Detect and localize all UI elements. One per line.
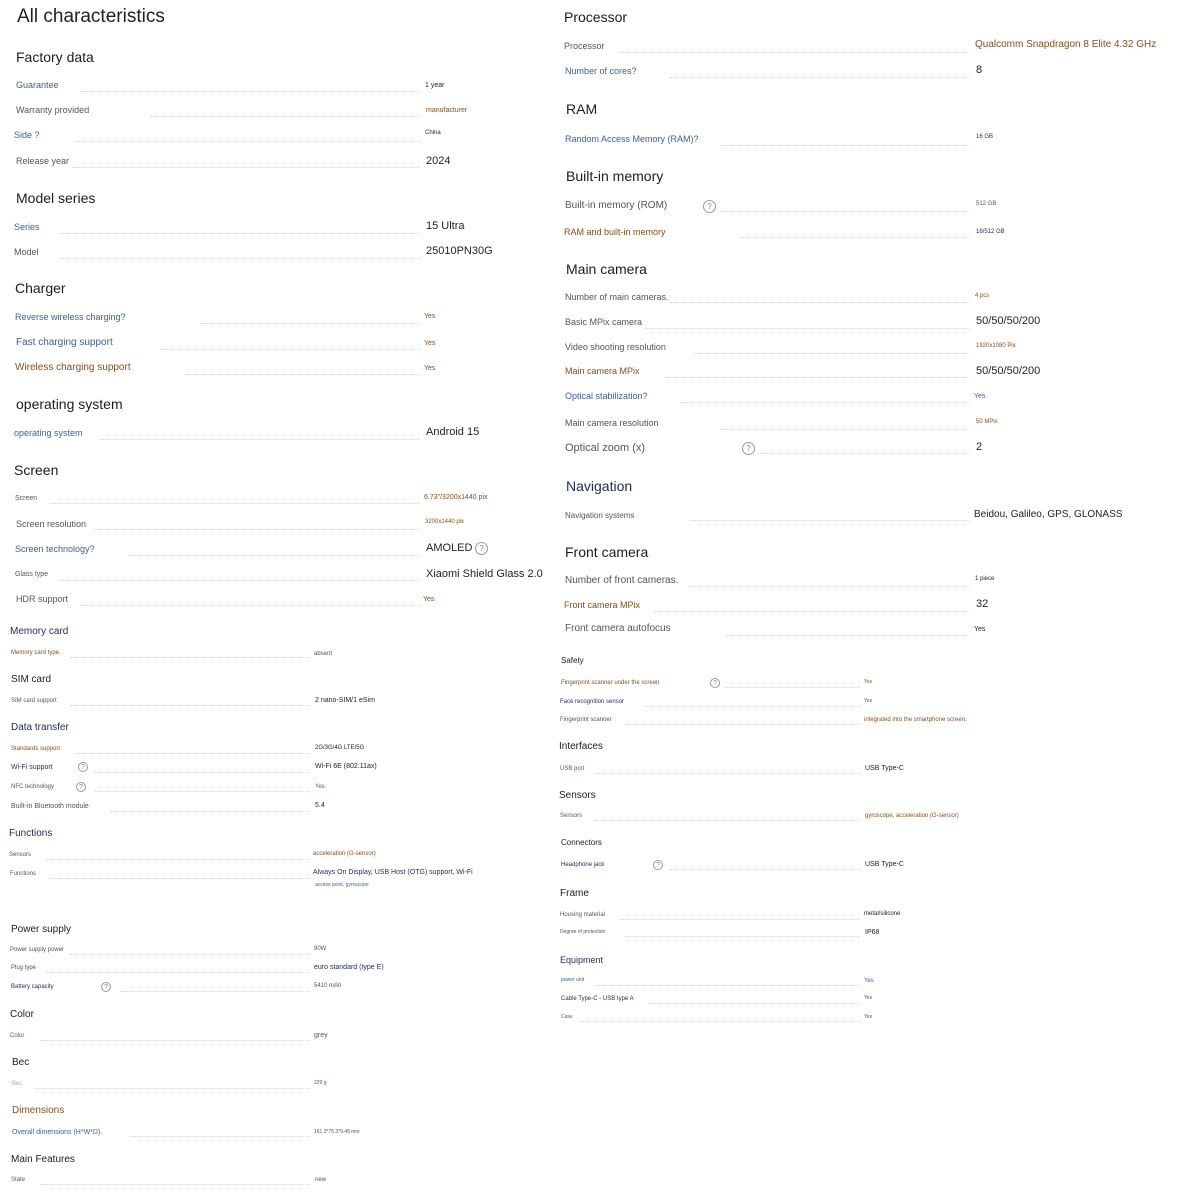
spec-value-optical-zoom: 2 (976, 441, 983, 453)
dotted-leader (60, 580, 420, 581)
spec-value-basic-mpix: 50/50/50/200 (976, 315, 1041, 327)
section-heading-model-series: Model series (16, 190, 96, 206)
spec-label-sensors-right: Sensors (560, 813, 583, 819)
spec-label-main-camera-resolution: Main camera resolution (565, 418, 659, 428)
help-icon[interactable]: ? (653, 860, 663, 870)
spec-value-functions: Always On Display, USB Host (OTG) support, Wi-Fi (313, 869, 473, 876)
dotted-leader (95, 772, 310, 773)
dotted-leader (655, 611, 970, 612)
spec-label-housing-material: Housing material (560, 912, 606, 918)
dotted-leader (45, 859, 310, 860)
dotted-leader (680, 402, 970, 403)
spec-value-release-year: 2024 (426, 155, 451, 167)
spec-value-headphone-jack: USB Type-C (865, 861, 904, 868)
spec-value-glass-type: Xiaomi Shield Glass 2.0 (426, 568, 543, 580)
dotted-leader (70, 705, 310, 706)
spec-label-reverse-wireless: Reverse wireless charging? (15, 312, 126, 322)
spec-value-reverse-wireless: Yes (424, 313, 436, 320)
spec-value-video-resolution: 1920x1080 Pix (976, 343, 1016, 349)
dotted-leader (595, 820, 860, 821)
help-icon[interactable]: ? (475, 542, 488, 555)
section-heading-main-camera: Main camera (566, 261, 647, 277)
spec-label-screen-technology: Screen technology? (15, 544, 95, 554)
spec-value-battery-capacity: 5410 mAh (314, 983, 342, 989)
dotted-leader (40, 1184, 310, 1185)
spec-label-ram-and-rom: RAM and built-in memory (564, 227, 666, 237)
dotted-leader (670, 77, 970, 78)
dotted-leader (580, 1021, 860, 1022)
spec-value-sim-support: 2 nano-SIM/1 eSim (315, 697, 375, 704)
section-heading-navigation: Navigation (566, 478, 633, 494)
spec-label-number-of-main-cameras: Number of main cameras. (565, 292, 669, 302)
section-heading-power-supply: Power supply (11, 924, 72, 935)
dotted-leader (725, 635, 970, 636)
spec-value-case: Yes (864, 1014, 873, 1020)
dotted-leader (645, 328, 970, 329)
spec-value-bluetooth: 5.4 (315, 802, 325, 809)
spec-label-bec: Bec (12, 1081, 23, 1087)
dotted-leader (720, 145, 970, 146)
spec-value-power-unit: Yes (864, 978, 874, 984)
section-heading-dimensions: Dimensions (12, 1105, 65, 1116)
spec-label-optical-zoom: Optical zoom (x) (565, 442, 646, 454)
spec-label-wireless-charging: Wireless charging support (15, 362, 131, 373)
spec-value-degree-of-protection: IP68 (865, 929, 880, 936)
spec-value-main-camera-mpix: 50/50/50/200 (976, 365, 1041, 377)
section-heading-connectors: Connectors (561, 838, 602, 847)
help-icon[interactable]: ? (78, 762, 88, 772)
spec-label-fast-charging: Fast charging support (16, 337, 113, 348)
spec-value-optical-stabilization: Yes (974, 393, 986, 400)
dotted-leader (50, 503, 420, 504)
spec-value-face-recognition: Yes (864, 698, 873, 704)
section-heading-screen: Screen (14, 462, 59, 478)
spec-value-main-camera-resolution: 50 MPix (976, 419, 998, 425)
section-heading-bec: Bec (12, 1057, 30, 1068)
spec-value-ram-and-rom: 16/512 GB (976, 229, 1005, 235)
spec-value-fast-charging: Yes (424, 340, 436, 347)
spec-value-screen: 6.73"/3200x1440 pix (424, 494, 488, 501)
spec-label-number-of-front-cameras: Number of front cameras. (565, 575, 679, 586)
spec-value-fingerprint-scanner: integrated into the smartphone screen. (864, 717, 967, 723)
spec-label-sim-support: SIM card support (11, 698, 57, 704)
dotted-leader (80, 605, 420, 606)
spec-value-operating-system: Android 15 (426, 426, 480, 438)
section-heading-main-features: Main Features (11, 1154, 75, 1165)
spec-label-degree-of-protection: Degree of protection (560, 929, 606, 935)
spec-value-screen-resolution: 3200x1440 pix (425, 519, 465, 525)
spec-value-number-of-main-cameras: 4 pcs (975, 293, 990, 299)
dotted-leader (722, 211, 970, 212)
spec-label-glass-type: Glass type (15, 571, 49, 578)
dotted-leader (110, 811, 310, 812)
spec-value-wireless-charging: Yes (424, 365, 436, 372)
spec-value-front-camera-mpix: 32 (976, 598, 989, 610)
dotted-leader (95, 791, 310, 792)
dotted-leader (45, 972, 310, 973)
spec-value-warranty: manufacturer (426, 107, 468, 114)
section-heading-interfaces: Interfaces (559, 741, 603, 752)
dotted-leader (185, 374, 420, 375)
spec-value-series: 15 Ultra (426, 220, 465, 232)
dotted-leader (720, 429, 970, 430)
spec-value-side: China (425, 130, 441, 136)
dotted-leader (625, 724, 860, 725)
dotted-leader (670, 302, 970, 303)
dotted-leader (40, 1040, 310, 1041)
spec-value-memory-card-type: absent (314, 651, 333, 657)
section-heading-processor: Processor (564, 9, 628, 25)
section-heading-factory-data: Factory data (16, 49, 94, 65)
spec-label-nfc: NFC technology (11, 784, 55, 790)
spec-label-side: Side ? (14, 130, 40, 140)
section-heading-ram: RAM (566, 101, 598, 117)
dotted-leader (95, 529, 420, 530)
help-icon[interactable]: ? (742, 442, 755, 455)
dotted-leader (650, 1003, 860, 1004)
spec-value-hdr-support: Yes (423, 596, 435, 603)
dotted-leader (740, 237, 970, 238)
spec-label-standards-support: Standards support (11, 746, 61, 752)
spec-value-number-of-cores: 8 (976, 64, 983, 76)
dotted-leader (690, 520, 970, 521)
dotted-leader (725, 687, 860, 688)
dotted-leader (670, 869, 860, 870)
spec-label-rom: Built-in memory (ROM) (565, 200, 668, 211)
section-heading-built-in-memory: Built-in memory (566, 168, 664, 184)
spec-label-fingerprint-scanner: Fingerprint scanner (560, 717, 612, 723)
dotted-leader (595, 773, 860, 774)
help-icon[interactable]: ? (703, 200, 716, 213)
spec-label-number-of-cores: Number of cores? (565, 66, 637, 76)
spec-value-cable: Yes (864, 995, 873, 1001)
dotted-leader (120, 991, 310, 992)
dotted-leader (665, 377, 970, 378)
dotted-leader (150, 116, 420, 117)
dotted-leader (80, 91, 420, 92)
spec-value-color: grey (314, 1032, 328, 1039)
spec-label-main-camera-mpix: Main camera MPix (565, 366, 640, 376)
spec-label-color: Color (10, 1033, 25, 1039)
spec-value-sensors-right: gyroscope, acceleration (G-sensor) (865, 813, 959, 819)
spec-label-headphone-jack: Headphone jack (561, 862, 605, 868)
dotted-leader (625, 936, 860, 937)
spec-label-sensors: Sensors (9, 852, 32, 858)
section-heading-front-camera: Front camera (565, 544, 649, 560)
spec-value-usb-port: USB Type-C (865, 765, 904, 772)
dotted-leader (75, 141, 420, 142)
spec-label-optical-stabilization: Optical stabilization? (565, 391, 648, 401)
spec-value-standards-support: 2G/3G/4G LTE/5G (315, 745, 365, 751)
spec-label-plug-type: Plug type (11, 965, 37, 971)
dotted-leader (620, 919, 860, 920)
section-heading-operating-system: operating system (16, 396, 123, 412)
spec-label-usb-port: USB port (560, 766, 585, 772)
spec-label-series: Series (14, 222, 40, 232)
spec-value-rom: 512 GB (976, 201, 997, 207)
spec-value-processor: Qualcomm Snapdragon 8 Elite 4.32 GHz (975, 39, 1157, 50)
spec-value-overall-dimensions: 161.3*75.3*9.48 mm (314, 1129, 360, 1135)
dotted-leader (75, 753, 310, 754)
spec-value-fingerprint-under-screen: Yes (864, 679, 873, 685)
spec-label-warranty: Warranty provided (16, 105, 90, 115)
dotted-leader (100, 439, 420, 440)
spec-value-navigation-systems: Beidou, Galileo, GPS, GLONASS (974, 509, 1123, 520)
spec-label-power-unit: power unit (561, 977, 585, 983)
spec-label-cable: Cable Type-C - USB type A (561, 996, 634, 1002)
spec-label-battery-capacity: Battery capacity (11, 984, 54, 990)
dotted-leader (130, 1136, 310, 1137)
spec-label-state: State (11, 1177, 26, 1183)
dotted-leader (70, 954, 310, 955)
spec-label-ram: Random Access Memory (RAM)? (565, 134, 699, 144)
spec-label-screen-resolution: Screen resolution (16, 519, 87, 529)
dotted-leader (60, 258, 420, 259)
spec-value-guarantee: 1 year (425, 82, 445, 89)
dotted-leader (130, 555, 420, 556)
spec-label-screen: Screen (15, 495, 38, 502)
spec-label-overall-dimensions: Overall dimensions (H*W*D). (12, 1129, 103, 1136)
help-icon[interactable]: ? (101, 982, 111, 992)
spec-label-release-year: Release year (16, 156, 70, 166)
spec-value-screen-technology: AMOLED (426, 542, 473, 554)
dotted-leader (72, 167, 420, 168)
help-icon[interactable]: ? (76, 782, 86, 792)
spec-value-ram: 16 GB (976, 134, 994, 140)
spec-label-navigation-systems: Navigation systems (565, 511, 635, 520)
spec-label-basic-mpix: Basic MPix camera (565, 317, 643, 327)
spec-value-model: 25010PN30G (426, 245, 493, 257)
spec-value-bec: 229 g (314, 1080, 327, 1086)
spec-label-guarantee: Guarantee (16, 80, 59, 90)
spec-label-case: Case (561, 1014, 573, 1020)
dotted-leader (620, 52, 970, 53)
help-icon[interactable]: ? (710, 678, 720, 688)
section-heading-equipment: Equipment (560, 955, 604, 965)
section-heading-safety: Safety (561, 656, 584, 665)
dotted-leader (50, 878, 310, 879)
spec-label-hdr-support: HDR support (16, 594, 69, 604)
spec-label-video-resolution: Video shooting resolution (565, 342, 666, 352)
dotted-leader (695, 353, 970, 354)
dotted-leader (595, 985, 860, 986)
dotted-leader (760, 453, 970, 454)
dotted-leader (70, 657, 310, 658)
dotted-leader (200, 323, 420, 324)
spec-label-front-camera-autofocus: Front camera autofocus (565, 623, 671, 634)
dotted-leader (645, 706, 860, 707)
spec-label-face-recognition: Face recognition sensor (560, 699, 625, 705)
spec-label-memory-card-type: Memory card type. (11, 650, 61, 656)
section-heading-sim-card: SIM card (11, 674, 52, 685)
spec-value-nfc: Yes (315, 784, 325, 790)
spec-value-state: new (315, 1177, 327, 1183)
page-title: All characteristics (17, 6, 165, 27)
section-heading-sensors: Sensors (559, 790, 596, 801)
section-heading-data-transfer: Data transfer (11, 722, 69, 733)
spec-value-front-camera-autofocus: Yes (974, 626, 986, 633)
dotted-leader (35, 1088, 310, 1089)
section-heading-frame: Frame (560, 888, 589, 899)
section-heading-color: Color (10, 1009, 34, 1020)
dotted-leader (60, 233, 420, 234)
spec-value-functions-continued: access point, gyroscope (315, 882, 369, 888)
spec-label-operating-system: operating system (14, 428, 83, 438)
section-heading-functions: Functions (9, 828, 53, 839)
spec-value-wifi-support: Wi-Fi 6E (802.11ax) (315, 763, 377, 770)
spec-label-bluetooth: Built-in Bluetooth module (11, 803, 89, 810)
spec-label-model: Model (14, 247, 39, 257)
spec-value-sensors: acceleration (G-sensor) (313, 851, 376, 857)
spec-value-power-supply-power: 90W (314, 946, 327, 952)
section-heading-charger: Charger (15, 280, 66, 296)
dotted-leader (160, 349, 420, 350)
spec-value-number-of-front-cameras: 1 piece (975, 576, 995, 582)
section-heading-memory-card: Memory card (10, 626, 69, 637)
spec-label-fingerprint-under-screen: Fingerprint scanner under the screen (561, 680, 660, 686)
spec-label-processor: Processor (564, 41, 605, 51)
spec-label-front-camera-mpix: Front camera MPix (564, 600, 641, 610)
spec-label-power-supply-power: Power supply power (10, 947, 65, 953)
spec-label-wifi-support: Wi-Fi support (11, 764, 53, 771)
spec-value-plug-type: euro standard (type E) (314, 964, 384, 971)
spec-value-housing-material: metal/silicone (864, 911, 901, 917)
spec-label-functions: Functions (10, 871, 37, 877)
dotted-leader (690, 586, 970, 587)
